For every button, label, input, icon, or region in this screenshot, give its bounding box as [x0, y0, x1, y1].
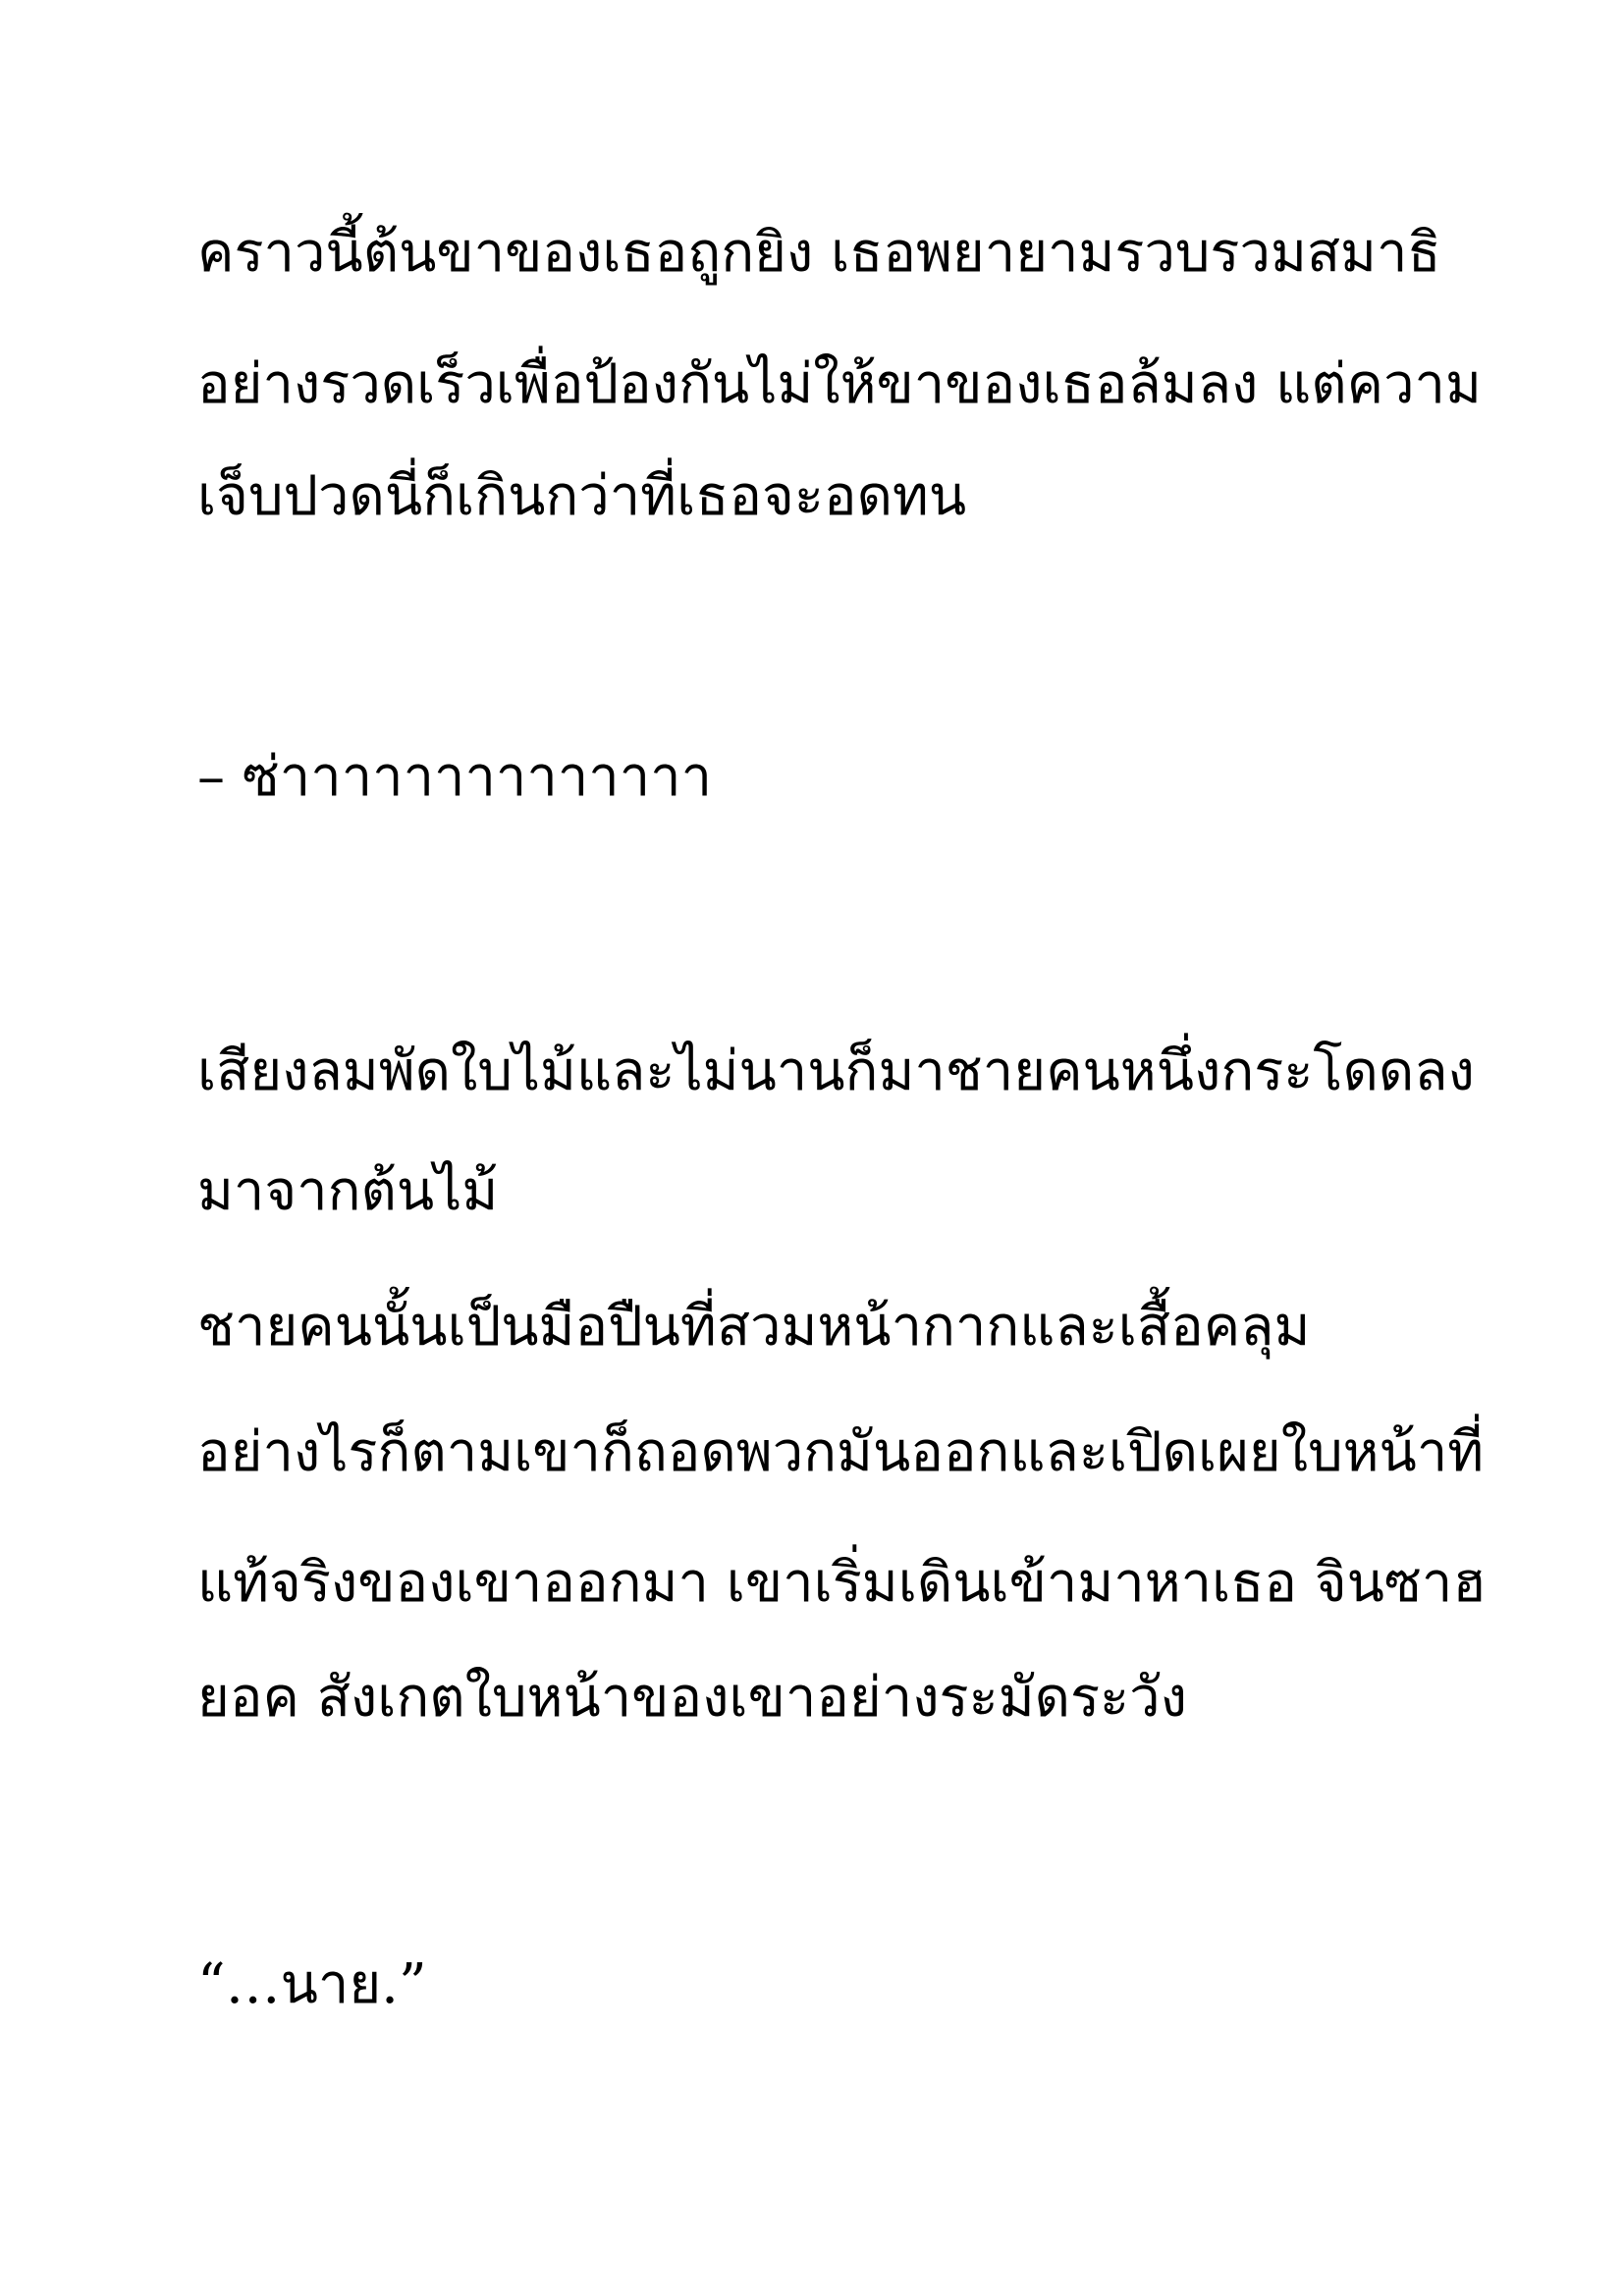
paragraph-4-line-3: แท้จริงของเขาออกมา เขาเริ่มเดินเข้ามาหาเธอ จินซาฮ	[197, 1551, 1487, 1615]
paragraph-1-line-1: คราวนี้ต้นขาของเธอถูกยิง เธอพยายามรวบรวมสมาธิ	[197, 221, 1441, 285]
paragraph-3-line-2: มาจากต้นไม้	[197, 1159, 499, 1223]
paragraph-5-dialogue: “…นาย.”	[197, 1952, 427, 2016]
paragraph-1-line-3: เจ็บปวดนี่ก็เกินกว่าที่เธอจะอดทน	[197, 464, 967, 528]
paragraph-4-line-2: อย่างไรก็ตามเขาก็ถอดพวกมันออกและเปิดเผยใบหน้าที่	[197, 1420, 1485, 1484]
paragraph-2-sound-effect: – ซ่าาาาาาาาาาาาาา	[197, 745, 713, 809]
paragraph-3-line-1: เสียงลมพัดใบไม้และไม่นานก็มาชายคนหนึ่งกระโดดลง	[197, 1040, 1475, 1103]
paragraph-1-line-2: อย่างรวดเร็วเพื่อป้องกันไม่ให้ขาของเธอล้มลง แต่ความ	[197, 352, 1482, 416]
paragraph-4-line-4: ยอค สังเกตใบหน้าของเขาอย่างระมัดระวัง	[197, 1666, 1187, 1730]
paragraph-4-line-1: ชายคนนั้นเป็นมือปืนที่สวมหน้ากากและเสื้อคลุม	[197, 1295, 1311, 1359]
